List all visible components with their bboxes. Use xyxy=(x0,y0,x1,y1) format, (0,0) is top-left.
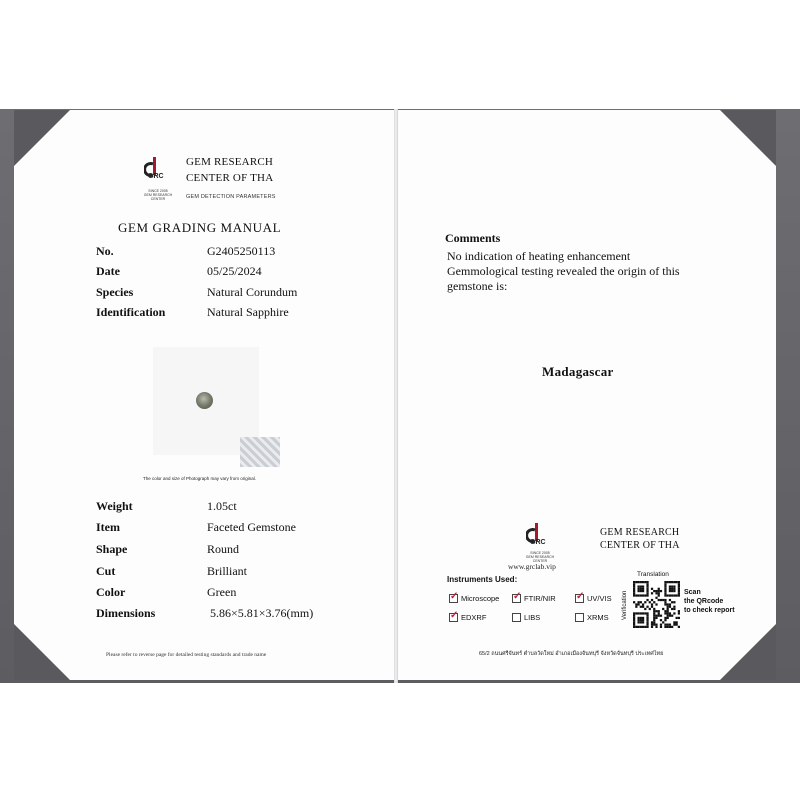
qr-instructions xyxy=(684,588,735,615)
qr-line-3: to check report xyxy=(684,607,735,614)
instrument-label: Microscope xyxy=(461,594,500,603)
website-link[interactable]: www.grclab.vip xyxy=(508,562,556,571)
comments-line-1: No indication of heating enhancement xyxy=(447,249,631,263)
field-label-species: Species xyxy=(96,285,134,299)
checkbox-edxrf xyxy=(449,613,458,622)
hologram-sticker xyxy=(240,437,280,467)
org-name-line1: GEM RESEARCH xyxy=(186,156,274,168)
instrument-label: UV/VIS xyxy=(587,594,612,603)
origin-country: Madagascar xyxy=(542,364,614,379)
lab-address: 65/2 ถนนศรีจันทร์ ตำบลวัดใหม่ อำเภอเมืองจันทบุรี จังหวัดจันทบุรี ประเทศไทย xyxy=(479,651,664,657)
checkbox-uv-vis xyxy=(575,594,584,603)
comments-line-2: Gemmological testing revealed the origin of this xyxy=(447,264,680,278)
instrument-libs xyxy=(512,613,540,622)
org-subtitle: GEM DETECTION PARAMETERS xyxy=(186,194,276,200)
org-name-right-line2: CENTER OF THA xyxy=(600,540,680,551)
field-label-dimensions: Dimensions xyxy=(96,606,156,620)
logo-since: SINCE 2005 xyxy=(148,189,168,193)
field-value-color: Green xyxy=(207,585,237,599)
instrument-xrms xyxy=(575,613,609,622)
field-label-weight: Weight xyxy=(96,499,133,513)
logo-sub: GEM RESEARCH CENTER xyxy=(143,193,173,201)
field-value-no: G2405250113 xyxy=(207,244,276,258)
verification-label: Verification xyxy=(622,590,628,620)
grc-logo-right xyxy=(520,523,555,563)
corner-holder-top-right xyxy=(720,110,776,166)
corner-holder-bottom-right xyxy=(720,624,776,680)
corner-holder-bottom-left xyxy=(14,624,70,680)
corner-holder-top-left xyxy=(14,110,70,166)
field-label-identification: Identification xyxy=(96,305,166,319)
checkbox-ftir-nir xyxy=(512,594,521,603)
org-name-right-line1: GEM RESEARCH xyxy=(600,527,680,538)
comments-line-3: gemstone is: xyxy=(447,279,508,293)
comments-text xyxy=(447,249,707,294)
field-value-item: Faceted Gemstone xyxy=(207,520,296,534)
photo-note: The color and size of Photograph may vary from original. xyxy=(143,476,257,481)
folder-spine xyxy=(394,109,398,683)
instrument-label: XRMS xyxy=(587,613,609,622)
logo-abbr-right: GRC xyxy=(530,539,546,546)
logo-abbr: GRC xyxy=(148,173,164,180)
instrument-label: FTIR/NIR xyxy=(524,594,556,603)
checkbox-xrms xyxy=(575,613,584,622)
logo-since-right: SINCE 2005 xyxy=(530,551,550,555)
field-value-shape: Round xyxy=(207,542,240,556)
field-value-dimensions: 5.86×5.81×3.76(mm) xyxy=(210,606,314,620)
qr-line-2: the QRcode xyxy=(684,598,724,605)
field-value-identification: Natural Sapphire xyxy=(207,305,289,319)
translation-label: Translation xyxy=(637,571,669,578)
field-value-weight: 1.05ct xyxy=(207,499,237,513)
checkbox-libs xyxy=(512,613,521,622)
field-label-shape: Shape xyxy=(96,542,128,556)
manual-title: GEM GRADING MANUAL xyxy=(118,220,282,235)
logo-sub-right: GEM RESEARCH CENTER xyxy=(525,555,555,563)
instrument-label: EDXRF xyxy=(461,613,487,622)
qr-line-1: Scan xyxy=(684,589,701,596)
org-name-line2: CENTER OF THA xyxy=(186,172,274,184)
field-label-color: Color xyxy=(96,585,126,599)
field-label-date: Date xyxy=(96,264,120,278)
org-name xyxy=(186,154,273,186)
qr-code[interactable] xyxy=(633,581,680,628)
org-name-right xyxy=(600,526,680,552)
checkbox-microscope xyxy=(449,594,458,603)
instrument-ftir-nir xyxy=(512,594,556,603)
field-label-item: Item xyxy=(96,520,120,534)
instrument-uv-vis xyxy=(575,594,612,603)
field-label-no: No. xyxy=(96,244,114,258)
field-value-species: Natural Corundum xyxy=(207,285,298,299)
field-value-date: 05/25/2024 xyxy=(207,264,262,278)
instrument-label: LIBS xyxy=(524,613,541,622)
field-value-cut: Brilliant xyxy=(207,564,247,578)
instruments-title: Instruments Used: xyxy=(447,575,518,584)
comments-title: Comments xyxy=(445,231,501,245)
instrument-edxrf xyxy=(449,613,486,622)
field-label-cut: Cut xyxy=(96,564,116,578)
footer-note: Please refer to reverse page for detailed testing standards and trade name xyxy=(106,652,267,658)
grc-logo xyxy=(138,157,173,201)
instrument-microscope xyxy=(449,594,499,603)
gemstone-image xyxy=(196,392,213,409)
